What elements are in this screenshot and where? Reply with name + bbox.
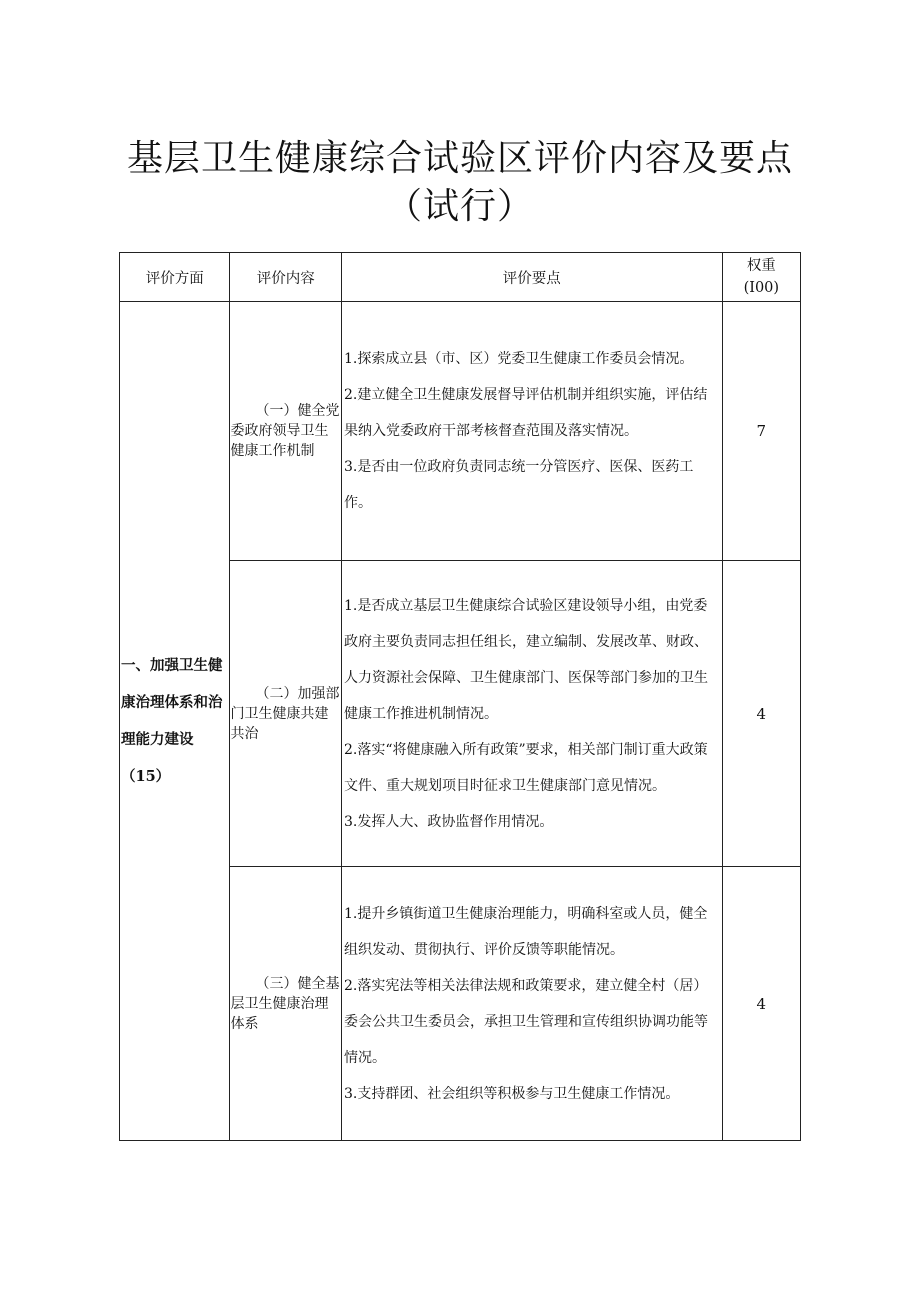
evaluation-table [119,252,801,1141]
points-cell [341,302,722,561]
header-content: 评价内容 [230,253,341,302]
header-points: 评价要点 [341,253,722,302]
header-weight-label: 权重 [746,258,776,274]
header-aspect: 评价方面 [120,253,230,302]
point-item: 2.建立健全卫生健康发展督导评估机制并组织实施，评估结果纳入党委政府干部考核督查范围及落实情况。 [343,387,708,439]
header-weight [722,253,800,302]
table-row [120,302,801,561]
content-cell [230,302,341,561]
header-weight-total: (I00) [743,280,780,296]
table-header-row [120,253,801,302]
point-item: 1.探索成立县（市、区）党委卫生健康工作委员会情况。 [343,351,694,367]
content-text: （三）健全基层卫生健康治理体系 [230,975,340,1032]
weight-cell: 4 [722,867,800,1141]
points-cell [341,867,722,1141]
aspect-cell: 一、加强卫生健康治理体系和治理能力建设（15） [120,302,230,1141]
content-text: （二）加强部门卫生健康共建共治 [230,685,340,742]
page-title: 基层卫生健康综合试验区评价内容及要点 [126,138,793,179]
weight-cell: 4 [722,561,800,867]
content-cell [230,867,341,1141]
point-item: 3.支持群团、社会组织等积极参与卫生健康工作情况。 [343,1085,680,1102]
point-item: 1.是否成立基层卫生健康综合试验区建设领导小组，由党委政府主要负责同志担任组长，建立编制、发展改革、财政、人力资源社会保障、卫生健康部门、医保等部门参加的卫生健康工作推进机制情况。 [343,597,708,722]
weight-cell: 7 [722,302,800,561]
point-item: 1.提升乡镇街道卫生健康治理能力，明确科室或人员，健全组织发动、贯彻执行、评价反馈等职能情况。 [343,905,708,958]
point-item: 3.发挥人大、政协监督作用情况。 [343,813,554,830]
point-item: 2.落实宪法等相关法律法规和政策要求，建立健全村（居）委会公共卫生委员会，承担卫生管理和宣传组织协调功能等情况。 [343,977,708,1066]
page-subtitle: （试行） [385,186,534,227]
content-cell [230,561,341,867]
point-item: 3.是否由一位政府负责同志统一分管医疗、医保、医药工作。 [343,459,694,511]
content-text: （一）健全党委政府领导卫生健康工作机制 [230,403,340,459]
point-item: 2.落实“将健康融入所有政策”要求，相关部门制订重大政策文件、重大规划项目时征求卫生健康部门意见情况。 [343,741,708,794]
points-cell [341,561,722,867]
